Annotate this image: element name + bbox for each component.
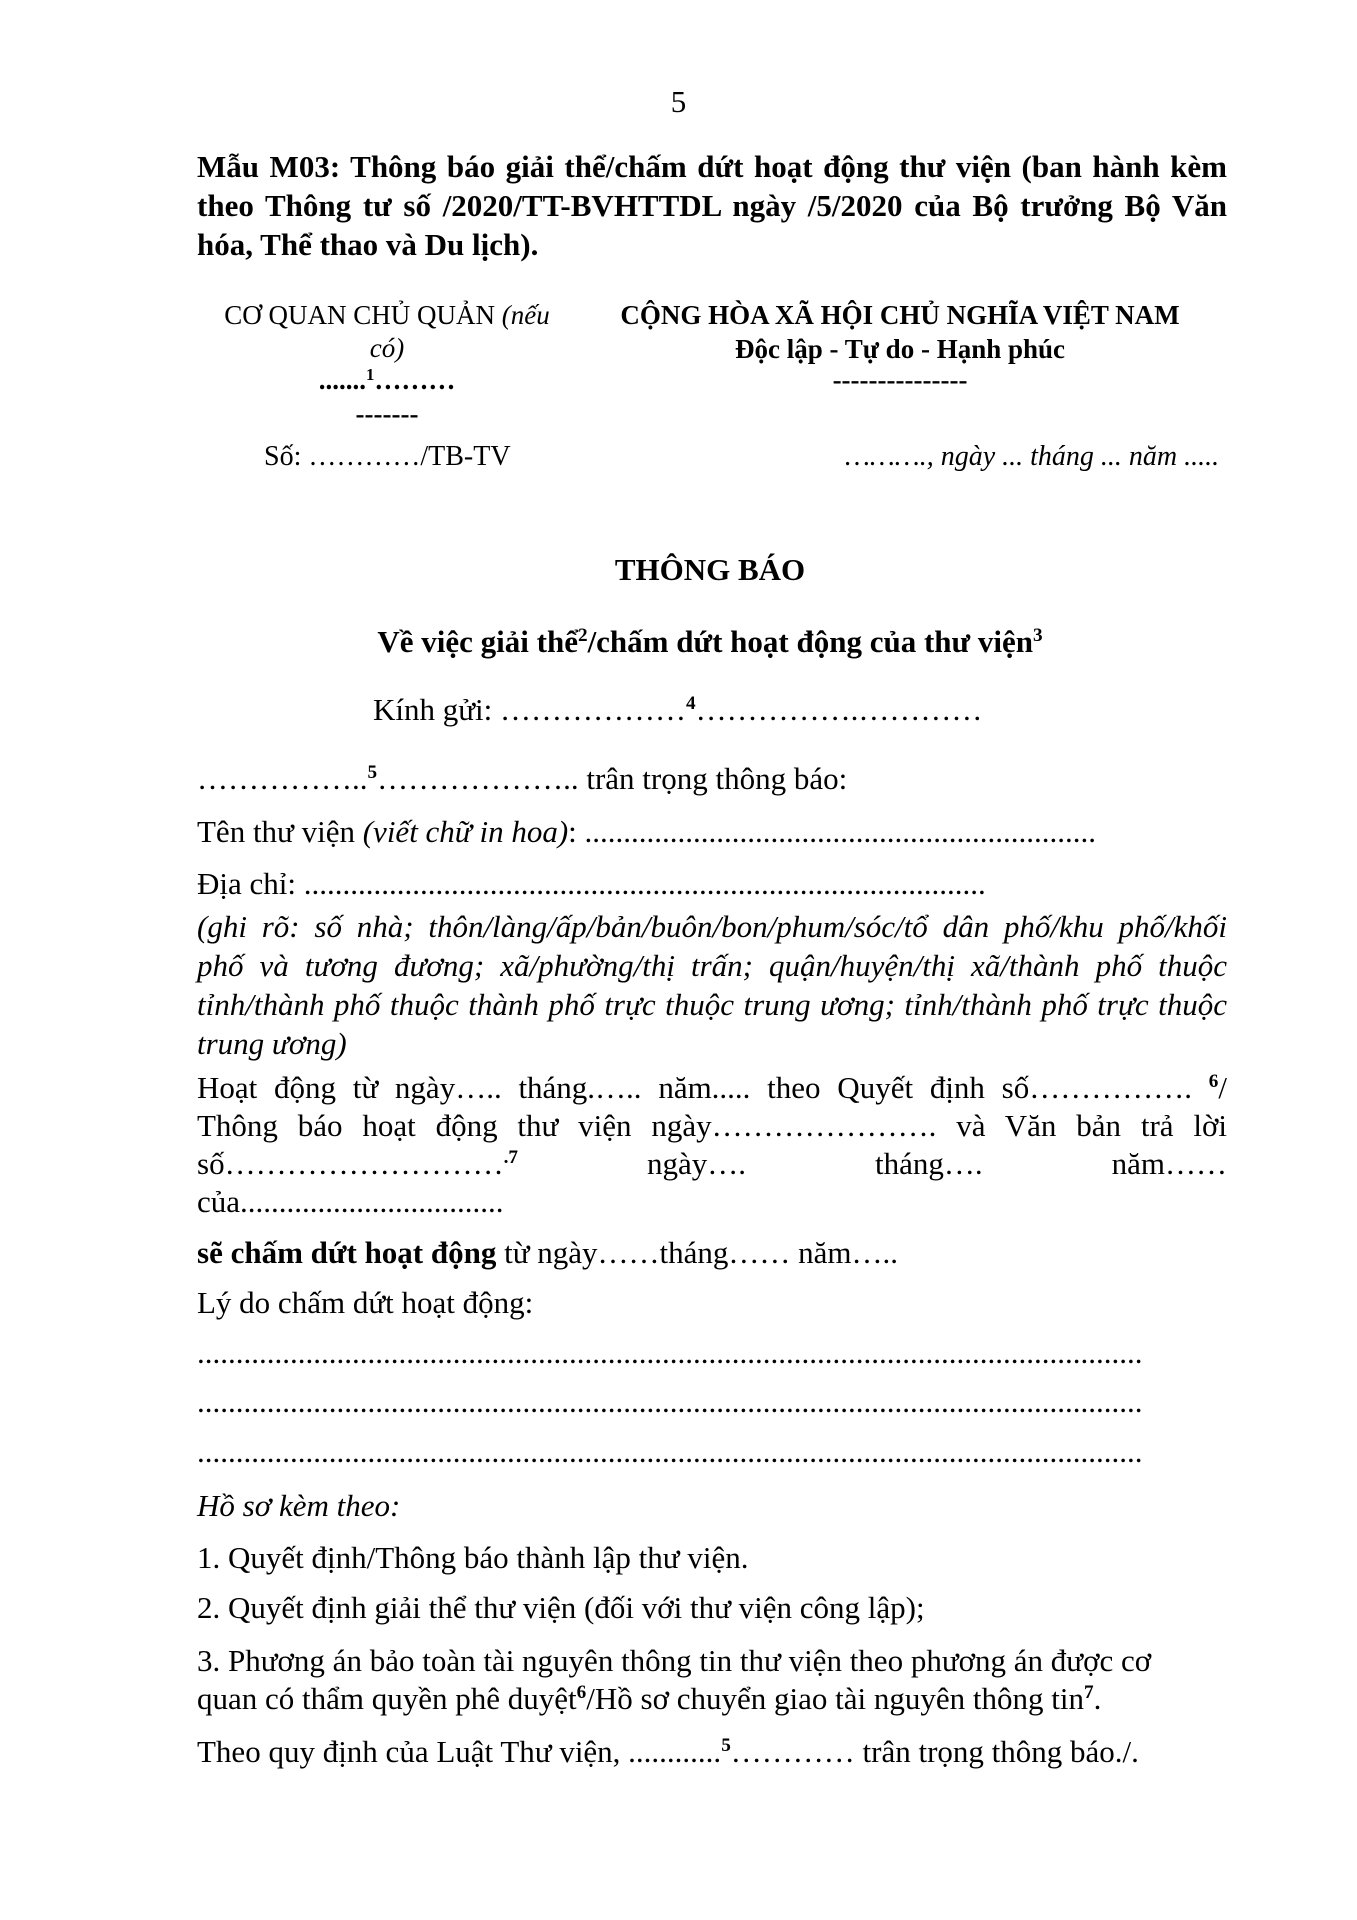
activity-line-1: Hoạt động từ ngày….. tháng.….. năm..... theo Quyết định số……………. $^6$/ <box>197 1070 1227 1105</box>
document-title: THÔNG BÁO <box>614 552 806 587</box>
reason-line-2: .......................................................................................................................... <box>197 1384 1143 1419</box>
announcer-line: ……………..$^5$……………….. trân trọng thông báo: <box>197 761 848 796</box>
reason-line-1: .......................................................................................................................... <box>197 1335 1143 1370</box>
attachment-item-2: 2. Quyết định giải thể thư viện (đối với thư viện công lập); <box>197 1590 925 1625</box>
national-title: CỘNG HÒA XÃ HỘI CHỦ NGHĨA VIỆT NAM <box>620 300 1180 330</box>
issuing-agency: CƠ QUAN CHỦ QUẢN (nếu có) <box>224 300 550 363</box>
page-number: 5 <box>670 84 687 119</box>
activity-line-3: số………………………$^{.7}$ ngày…. tháng…. năm…… <box>197 1146 1227 1181</box>
header-right-rule: --------------- <box>832 365 968 395</box>
recipient-line: Kính gửi: ………………$^4$…………….………… <box>373 692 983 727</box>
library-name-field: Tên thư viện (viết chữ in hoa): .................................................................. <box>197 814 1097 849</box>
document-number: Số: …………/TB-TV <box>264 441 511 472</box>
attachment-item-3: 3. Phương án bảo toàn tài nguyên thông tin thư viện theo phương án được cơ <box>197 1643 1152 1678</box>
attachments-label: Hồ sơ kèm theo: <box>197 1488 401 1523</box>
header-left-rule: ------- <box>355 399 419 429</box>
address-note: (ghi rõ: số nhà; thôn/làng/ấp/bản/buôn/bon/phum/sóc/tổ dân phố/khu phố/khối phố và tương đương; xã/phường/thị trấn; quận/huyện/thị xã/thành phố thuộc tỉnh/thành phố thuộc thành phố trực thuộc trung ương; tỉnh/thành phố trực thuộc trung ương) <box>197 909 1227 1061</box>
form-title: Mẫu M03: Thông báo giải thể/chấm dứt hoạt động thư viện (ban hành kèm theo Thông tư số /2020/TT-BVHTTDL ngày /5/2020 của Bộ trưởng Bộ Văn hóa, Thể thao và Du lịch). <box>197 149 1227 262</box>
closing-line: Theo quy định của Luật Thư viện, ............$^5$………… trân trọng thông báo./. <box>197 1734 1139 1769</box>
activity-line-2: Thông báo hoạt động thư viện ngày…………………. và Văn bản trả lời <box>197 1108 1227 1143</box>
reason-label: Lý do chấm dứt hoạt động: <box>197 1285 534 1320</box>
document-date: ………., ngày ... tháng ... năm ..... <box>845 441 1220 472</box>
issuing-unit: .......$^1$……… <box>318 364 456 395</box>
attachment-item-1: 1. Quyết định/Thông báo thành lập thư viện. <box>197 1540 749 1575</box>
activity-line-4: của.................................. <box>197 1184 504 1219</box>
attachment-item-3-cont: quan có thẩm quyền phê duyệt$^6$/Hồ sơ chuyển giao tài nguyên thông tin$^7$. <box>197 1681 1102 1716</box>
cease-date-line: sẽ chấm dứt hoạt động từ ngày……tháng…… năm….. <box>197 1235 899 1270</box>
reason-line-3: .......................................................................................................................... <box>197 1434 1143 1469</box>
address-field: Địa chỉ: ........................................................................................ <box>197 866 986 901</box>
national-motto: Độc lập - Tự do - Hạnh phúc <box>734 334 1066 364</box>
document-subtitle: Về việc giải thể$^2$/chấm dứt hoạt động của thư viện$^3$ <box>377 624 1043 659</box>
